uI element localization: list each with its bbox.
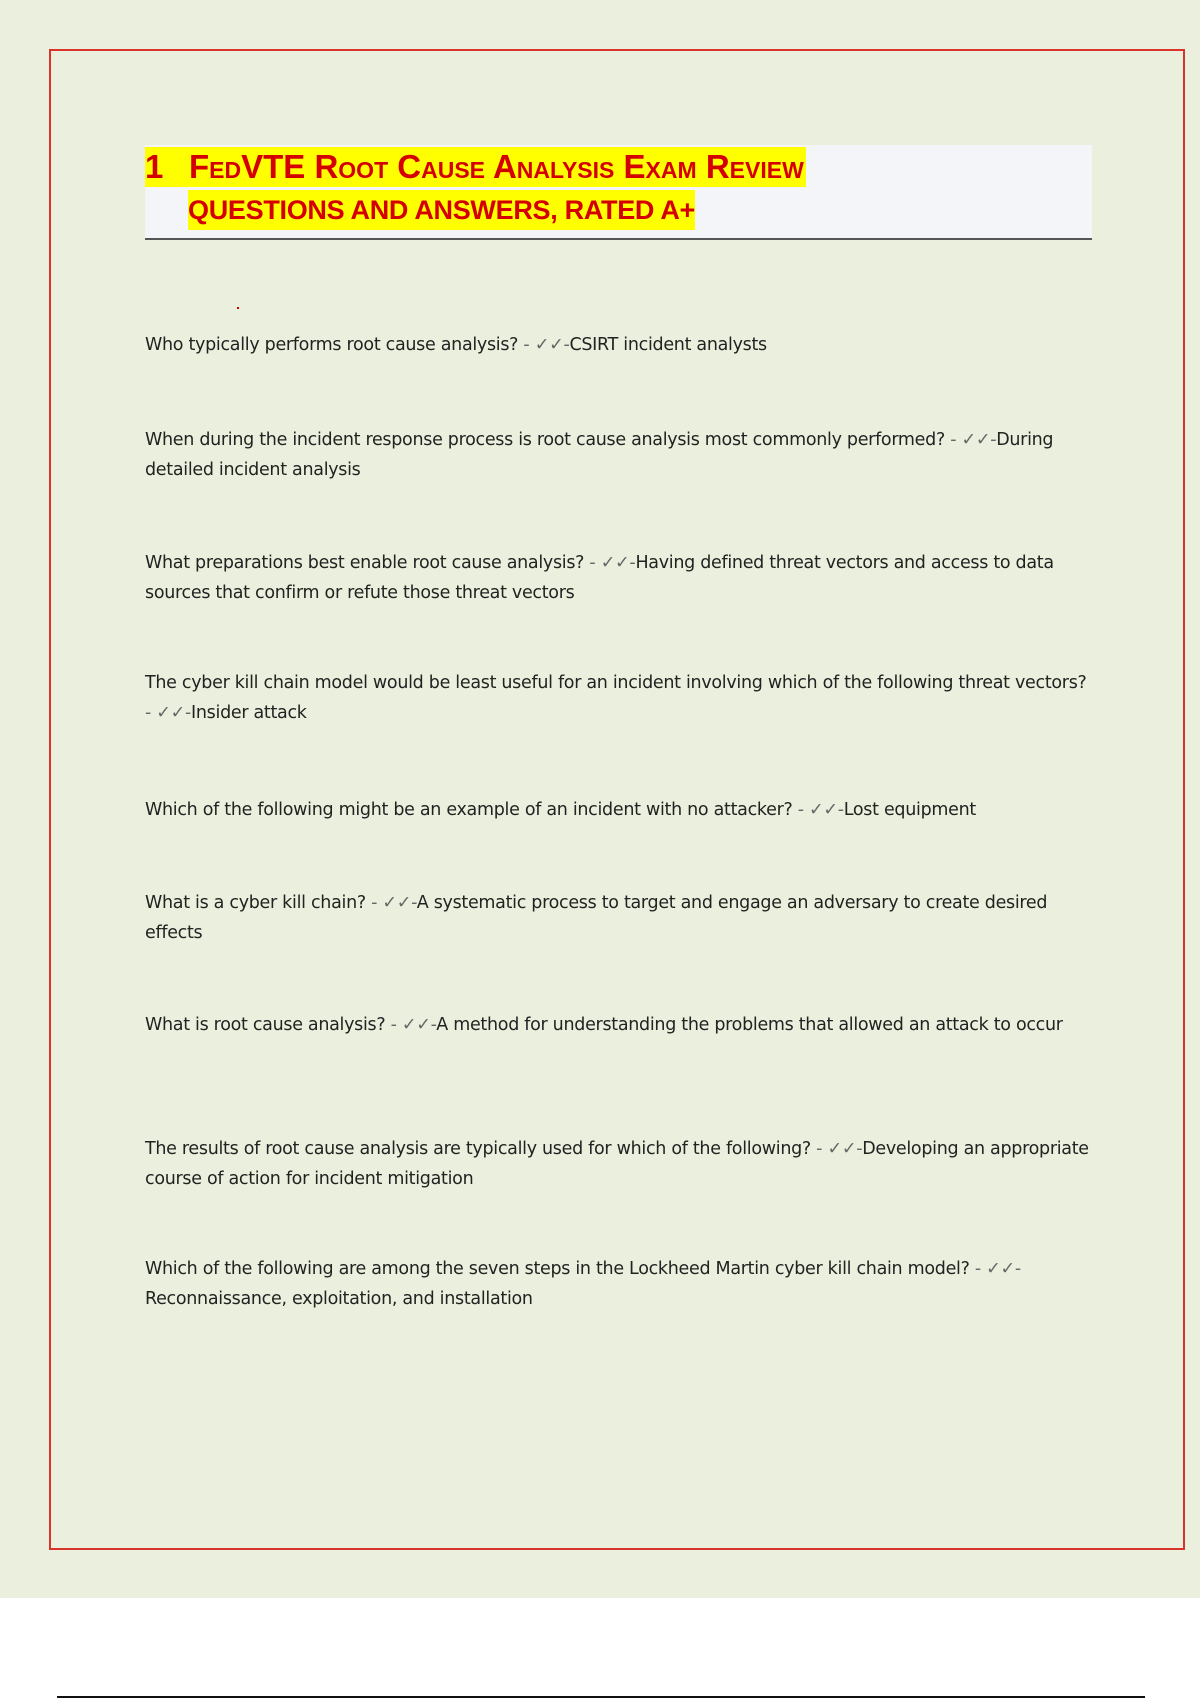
question: What is a cyber kill chain? (145, 893, 366, 913)
qa-item (145, 1010, 1095, 1040)
answer: Lost equipment (843, 800, 976, 820)
title-line-1 (145, 147, 806, 187)
question: Which of the following are among the seven steps in the Lockheed Martin cyber kill chain model? (145, 1259, 970, 1279)
document-title (145, 145, 1092, 240)
answer: Insider attack (191, 703, 307, 723)
qa-item (145, 330, 1095, 360)
answer: During detailed incident analysis (145, 430, 1054, 480)
question: What preparations best enable root cause analysis? (145, 553, 585, 573)
qa-item (145, 668, 1095, 728)
double-check-icon: - ✓✓- (969, 1259, 1021, 1279)
heading-number: 1 (145, 148, 164, 185)
double-check-icon: - ✓✓- (385, 1015, 437, 1035)
qa-item (145, 1134, 1095, 1194)
answer: Having defined threat vectors and access to data sources that confirm or refute those threat vectors (145, 553, 1054, 603)
qa-item (145, 888, 1095, 948)
next-page-rule (57, 1696, 1145, 1698)
qa-item (145, 795, 1095, 825)
qa-item (145, 1254, 1095, 1314)
question: The results of root cause analysis are typically used for which of the following? (145, 1139, 811, 1159)
answer: CSIRT incident analysts (569, 335, 767, 355)
double-check-icon: - ✓✓- (518, 335, 570, 355)
double-check-icon: - ✓✓- (944, 430, 997, 450)
answer: Developing an appropriate course of action for incident mitigation (145, 1139, 1089, 1189)
title-text: FedVTE Root Cause Analysis Exam Review (189, 148, 804, 185)
question: When during the incident response process is root cause analysis most commonly performed? (145, 430, 945, 450)
question: Who typically performs root cause analysis? (145, 335, 519, 355)
answer: A method for understanding the problems that allowed an attack to occur (436, 1015, 1063, 1035)
double-check-icon: - ✓✓- (365, 893, 417, 913)
qa-item (145, 548, 1095, 608)
double-check-icon: - ✓✓- (792, 800, 844, 820)
question: Which of the following might be an example of an incident with no attacker? (145, 800, 793, 820)
double-check-icon: - ✓✓- (584, 553, 636, 573)
qa-item (145, 425, 1095, 485)
answer: Reconnaissance, exploitation, and installation (145, 1289, 533, 1309)
answer: A systematic process to target and engage an adversary to create desired effects (145, 893, 1048, 943)
stray-mark (237, 307, 239, 309)
question: The cyber kill chain model would be least useful for an incident involving which of the following threat vectors? (145, 673, 1087, 693)
title-line-2: QUESTIONS AND ANSWERS, RATED A+ (188, 190, 695, 230)
double-check-icon: - ✓✓- (145, 703, 192, 723)
double-check-icon: - ✓✓- (810, 1139, 863, 1159)
question: What is root cause analysis? (145, 1015, 386, 1035)
